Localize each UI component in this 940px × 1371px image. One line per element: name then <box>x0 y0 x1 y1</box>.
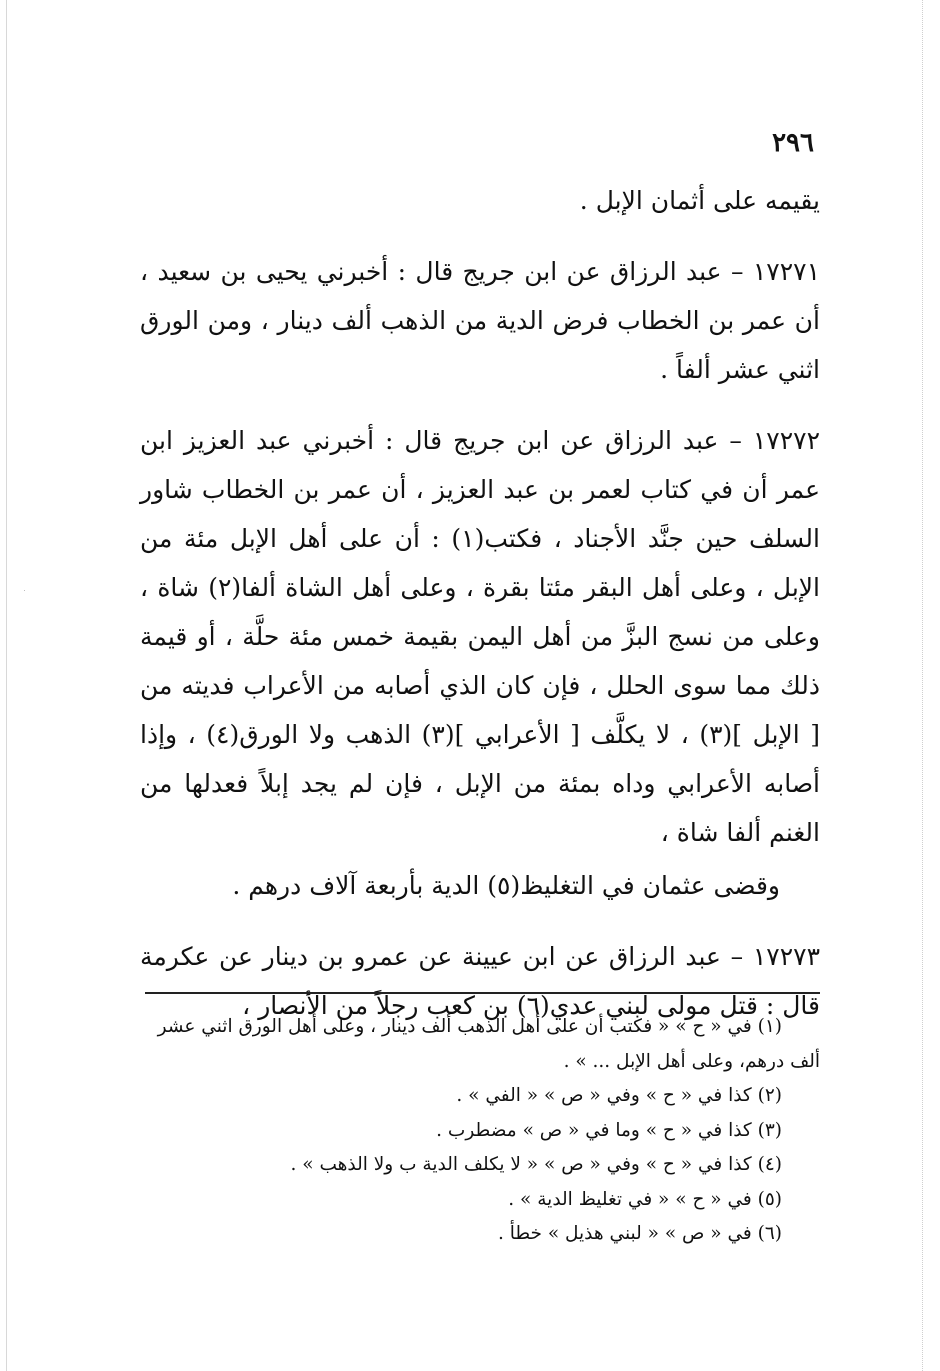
footnote-list <box>150 1010 820 1252</box>
scan-edge-mark <box>24 590 25 591</box>
footnote-2: (٢) كذا في « ح » وفي « ص » « الفي » . <box>456 1085 782 1106</box>
hadith-17272-continuation: وقضى عثمان في التغليظ(٥) الدية بأربعة آلاف درهم . <box>232 871 780 900</box>
footnote-3: (٣) كذا في « ح » وما في « ص » مضطرب . <box>436 1119 782 1141</box>
main-text <box>140 176 820 1030</box>
page-body <box>140 128 820 1052</box>
hadith-17273: ١٧٢٧٣ – عبد الرزاق عن ابن عيينة عن عمرو بن دينار عن عكرمة قال : قتل مولى لبني عدي(٦) بن كعب رجلاً من الأنصار ، <box>140 942 820 1020</box>
hadith-17271: ١٧٢٧١ – عبد الرزاق عن ابن جريج قال : أخبرني يحيى بن سعيد ، أن عمر بن الخطاب فرض الدية من الذهب ألف دينار ، ومن الورق اثني عشر ألفاً . <box>140 257 820 384</box>
footnote-4: (٤) كذا في « ح » وفي « ص » « لا يكلف الدية ب ولا الذهب » . <box>290 1154 782 1175</box>
footnote-5: (٥) في « ح » « في تغليظ الدية » . <box>508 1188 782 1210</box>
paragraph-continuation: يقيمه على أثمان الإبل . <box>579 186 820 215</box>
page-number: ٢٩٦ <box>772 128 814 158</box>
footnotes <box>150 992 820 1252</box>
scan-edge-line <box>6 0 7 1371</box>
footnote-6: (٦) في « ص » « لبني هذيل » خطأ . <box>497 1223 782 1244</box>
hadith-17272: ١٧٢٧٢ – عبد الرزاق عن ابن جريج قال : أخبرني عبد العزيز ابن عمر أن في كتاب لعمر بن عبد العزيز ، أن عمر بن الخطاب شاور السلف حين جنَّد الأجناد ، فكتب(١) : أن على أهل الإبل مئة من الإبل ، وعلى أهل البقر مئتا بقرة ، وعلى أهل الشاة ألفا(٢) شاة ، وعلى من نسج البزَّ من أهل اليمن بقيمة خمس مئة حلَّة ، أو قيمة ذلك مما سوى الحلل ، فإن كان الذي أصابه من الأعراب فديته من [ الإبل ](٣) ، لا يكلَّف [ الأعرابي ](٣) الذهب ولا الورق(٤) ، وإذا أصابه الأعرابي وداه بمئة من الإبل ، فإن لم يجد إبلاً فعدلها من الغنم ألفا شاة ، <box>140 426 821 847</box>
scan-edge-line-right <box>922 0 923 1371</box>
footnote-separator <box>145 992 820 994</box>
footnote-1: (١) في « ح » « فكتب أن على أهل الذهب ألف دينار ، وعلى أهل الورق اثني عشر ألف درهم، وعلى أهل الإبل ... » . <box>157 1016 820 1072</box>
